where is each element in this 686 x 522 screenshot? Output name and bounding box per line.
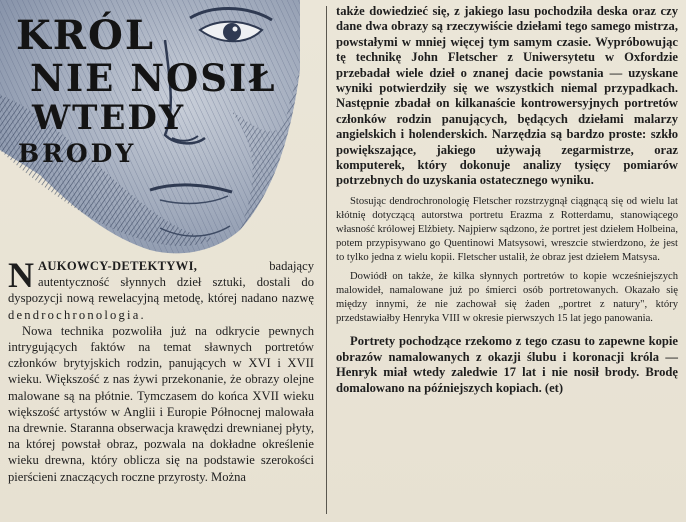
headline-line-3: WTEDY [32,98,186,138]
article-paragraph-3: także dowiedzieć się, z jakiego lasu pochodziła deska oraz czy dane dwa obrazy są rzeczywiście dziełami tego samego mistrza, powstałymi w mniej więcej tym samym czasie. Wypróbowując tę technikę John Fletscher z Uniwersytetu w Oxfordzie przebadał wiele dzieł o znanej dacie powstania — uzyskane wyniki potwierdziły się we wszystkich niemal przypadkach. Następnie zbadał on kilkanaście kontrowersyjnych portretów członków rodzin panujących, będących dziełami malarzy angielskich i holenderskich. Narzędzia są bardzo proste: szkło powiększające, jakiego używają zegarmistrze, oraz komputerek, który dokonuje analizy tysięcy pomiarów potrzebnych do uzyskania ostatecznego wyniku. [336,4,678,188]
article-paragraph-4: Stosując dendrochronologię Fletscher rozstrzygnął ciągnącą się od wielu lat kłótnię dotyczącą autorstwa portretu Erazma z Rotterdamu, stanowiącego własność królowej Elżbiety. Najpierw sądzono, że portret jest dziełem Holbeina, potem przypisywano go Quentinowi Matsysowi, wreszcie stwierdzono, że jest to tylko jedna z wielu kopii. Fletscher ustalił, że obraz jest dziełem Matsysa. [336,195,678,263]
lead-paragraph-end: . [140,307,144,322]
headline-line-1: KRÓL [16,12,155,59]
article-paragraph-5: Dowiódł on także, że kilka słynnych portretów to kopie wcześniejszych malowideł, namalowane już po śmierci osób portretowanych. Okazało się między innymi, że nie zachował się żaden „portret z natury", który przedstawiałby Henryka VIII w okresie pierwszych 15 lat jego panowania. [336,271,678,325]
article-lead-paragraph [8,255,314,323]
dropcap: N [8,255,34,295]
engraved-face-illustration [0,0,300,255]
headline-line-4: BRODY [18,139,137,168]
article-paragraph-2: Nowa technika pozwoliła już na odkrycie pewnych intrygujących faktów na temat sławnych portretów członków brytyjskich rodzin, panujących w XVI i XVII wieku. Większość z nas żywi przekonanie, że obrazy olejne malowane są na płótnie. Tymczasem do końca XVII wieku większość artystów w Anglii i Europie Północnej malowała na drewnie. Staranna obserwacja krawędzi drewnianej płyty, na której powstał obraz, pozwala na dokładne określenie wieku drewna, który oblicza się na podstawie szerokości pierścieni znaczących roczne przyrosty. Można [8,323,314,484]
headline [14,12,294,168]
lead-paragraph-text: badający autentyczność słynnych dzieł sztuki, dostali do dyspozycji nową rewelacyjną metodę, której nadano nazwę [8,259,314,306]
article-right-column [336,4,678,396]
article-left-column [8,255,314,485]
lead-in: AUKOWCY-DETEKTYWI, [38,259,198,273]
column-divider [326,6,327,514]
dendrochronology-term: dendrochronologia [8,307,141,322]
headline-line-2: NIE NOSIŁ [30,56,277,100]
article-paragraph-6: Portrety pochodzące rzekomo z tego czasu to zapewne kopie obrazów namalowanych z okazji ślubu i koronacji króla — Henryk miał wtedy zaledwie 17 lat i nie nosił brody. Brodę domalowano na późniejszych kopiach. (et) [336,334,678,395]
